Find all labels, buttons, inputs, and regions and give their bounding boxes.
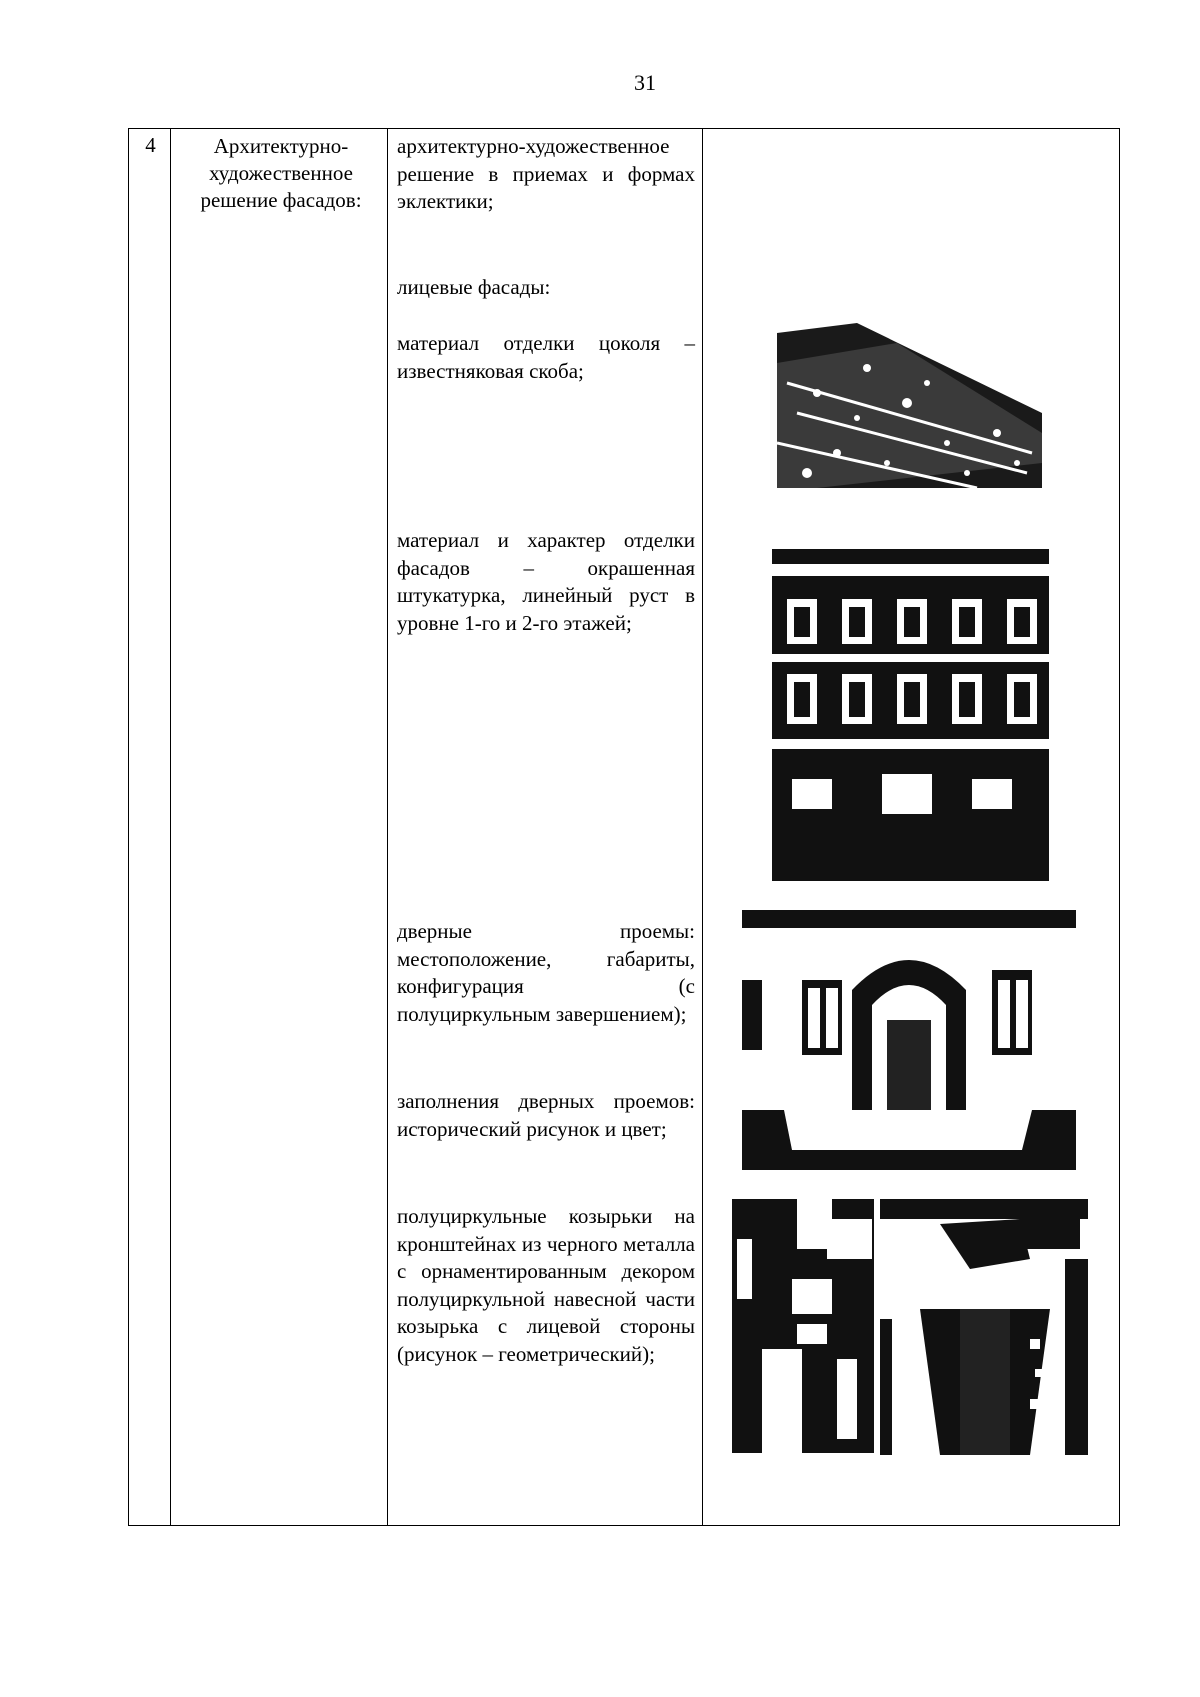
paragraph-finish: материал и характер отделки фасадов – окрашенная штукатурка, линейный руст в уровне 1-го и 2-го этажей; xyxy=(397,528,695,635)
photo-plinth xyxy=(777,323,1042,488)
row-number: 4 xyxy=(145,133,156,157)
paragraph-facades: лицевые фасады: xyxy=(397,275,551,299)
column-divider xyxy=(387,129,388,1525)
paragraph-style: архитектурно-художественное решение в приемах и формах эклектики; xyxy=(397,134,695,213)
photo-canopy-left xyxy=(732,1199,874,1453)
feature-name: Архитектурно-художественное решение фасадов: xyxy=(200,134,362,212)
column-divider xyxy=(170,129,171,1525)
paragraph-plinth: материал отделки цоколя – известняковая скоба; xyxy=(397,331,695,383)
paragraph-door-openings: дверные проемы: местоположение, габариты, конфигурация (с полуциркульным завершением); xyxy=(397,919,695,1026)
paragraph-canopies: полуциркульные козырьки на кронштейнах из черного металла с орнаментированным декором полуциркульной навесной части козырька с лицевой стороны (рисунок – геометрический); xyxy=(397,1204,695,1366)
paragraph-door-fillings: заполнения дверных проемов: исторический рисунок и цвет; xyxy=(397,1089,695,1141)
photo-door-opening xyxy=(742,910,1076,1170)
photo-facade xyxy=(772,549,1049,881)
page-number: 31 xyxy=(634,70,656,95)
column-divider xyxy=(702,129,703,1525)
photo-canopy-right xyxy=(880,1199,1088,1455)
